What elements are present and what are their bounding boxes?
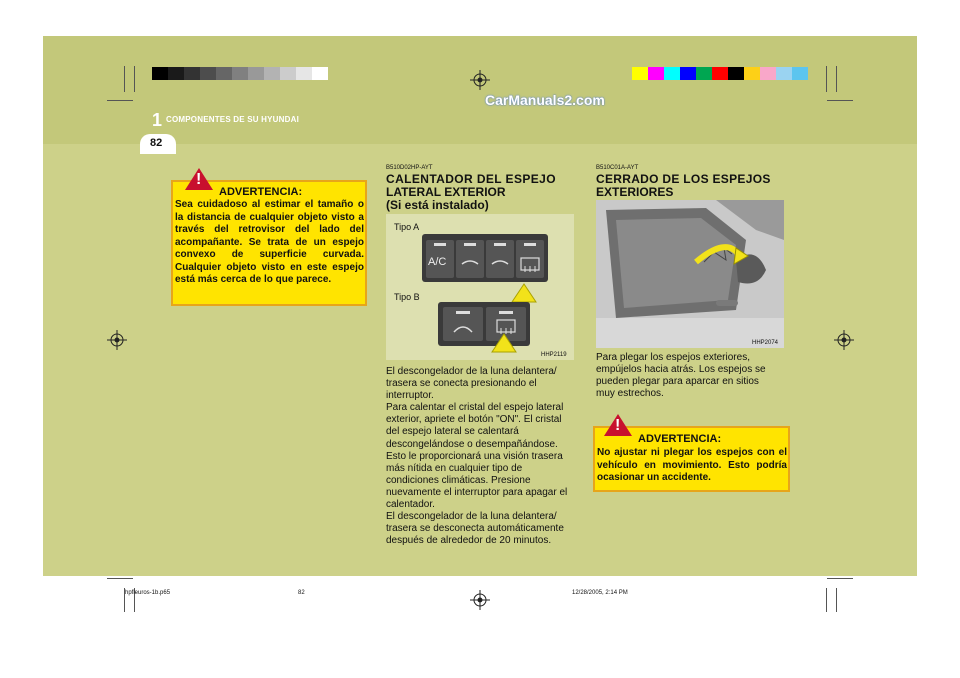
heater-body-text [386, 366, 576, 547]
body-line: Para calentar el cristal del espejo lateral [386, 402, 564, 414]
body-line: El descongelador de la luna delantera/ [386, 511, 557, 523]
exclamation-icon: ! [615, 417, 621, 434]
section-title: CERRADO DE LOS ESPEJOS EXTERIORES [596, 172, 771, 199]
watermark-link[interactable]: CarManuals2.com [485, 92, 605, 108]
body-line: trasera se desconecta automáticamente [386, 523, 564, 535]
exclamation-icon: ! [196, 171, 202, 188]
body-line: interruptor. [386, 390, 434, 402]
gray-swatch [312, 67, 328, 80]
footer-page: 82 [298, 590, 305, 596]
color-swatch [728, 67, 744, 80]
body-line: trasera se conecta presionando el [386, 378, 537, 390]
body-line: pueden plegar para aparcar en sitios [596, 376, 759, 388]
body-line: más nítida en cualquier tipo de [386, 462, 523, 474]
body-line: empújelos hacia atrás. Los espejos se [596, 364, 766, 376]
warning-title: ADVERTENCIA: [219, 186, 303, 198]
chapter-number: 1 [152, 110, 163, 130]
registration-target-icon [470, 590, 490, 610]
color-swatch [696, 67, 712, 80]
gray-swatch [280, 67, 296, 80]
registration-target-icon [107, 330, 127, 350]
gray-swatch [216, 67, 232, 80]
section-code: B510C01A-AYT [596, 165, 639, 171]
color-swatch [680, 67, 696, 80]
gray-calibration-bar [152, 67, 328, 80]
body-line: descongelándose o desempañándose. [386, 438, 558, 450]
body-line: Para plegar los espejos exteriores, [596, 352, 750, 363]
figure-label-type-b: Tipo B [394, 292, 420, 302]
body-line: nuevamente el interruptor para apagar el [386, 486, 568, 498]
body-line: El descongelador de la luna delantera/ [386, 366, 557, 377]
gray-swatch [264, 67, 280, 80]
heater-switch-figure [386, 214, 574, 360]
ac-button-label: A/C [428, 256, 447, 268]
warning-title: ADVERTENCIA: [638, 433, 722, 445]
section-title: CALENTADOR DEL ESPEJO LATERAL EXTERIOR (Si está instalado) [386, 172, 556, 212]
chapter-title: COMPONENTES DE SU HYUNDAI [166, 115, 300, 124]
color-swatch [792, 67, 808, 80]
folding-body-text [596, 352, 786, 400]
page-number: 82 [150, 137, 163, 149]
color-swatch [744, 67, 760, 80]
section-code: B510D02HP-AYT [386, 165, 433, 171]
color-swatch [760, 67, 776, 80]
body-line: muy estrechos. [596, 388, 664, 400]
registration-target-icon [834, 330, 854, 350]
body-line: exterior, apriete el botón "ON". El cristal [386, 414, 562, 426]
color-swatch [648, 67, 664, 80]
mirror-folding-photo [596, 200, 784, 348]
gray-swatch [200, 67, 216, 80]
footer-datetime: 12/28/2005, 2:14 PM [572, 590, 628, 596]
body-line: del espejo lateral se calentará [386, 426, 519, 438]
color-calibration-bar [632, 67, 808, 80]
color-swatch [632, 67, 648, 80]
body-line: Esto le proporcionará una visión trasera [386, 450, 563, 462]
figure-code: HHP2119 [541, 352, 567, 358]
body-line: después de alrededor de 20 minutos. [386, 535, 552, 547]
warning-text: Sea cuidadoso al estimar el tamaño o la distancia de cualquier objeto visto a través del retrovisor del lado del acompañante. Se trata de un espejo convexo de superficie curvada. Cualquier objeto visto en este espejo está más cerca de lo que parece. [175, 199, 364, 285]
gray-swatch [168, 67, 184, 80]
color-swatch [712, 67, 728, 80]
color-swatch [776, 67, 792, 80]
body-line: calentador. [386, 499, 435, 511]
header-band [43, 36, 917, 144]
body-line: condiciones climáticas. Presione [386, 474, 531, 486]
footer-file: hpfleuros-1b.p65 [125, 590, 171, 596]
color-swatch [664, 67, 680, 80]
warning-text: No ajustar ni plegar los espejos con el vehículo en movimiento. Esto podría ocasionar un accidente. [597, 447, 787, 483]
registration-target-icon [470, 70, 490, 90]
gray-swatch [296, 67, 312, 80]
figure-code: HHP2074 [752, 340, 779, 346]
gray-swatch [184, 67, 200, 80]
gray-swatch [152, 67, 168, 80]
gray-swatch [248, 67, 264, 80]
gray-swatch [232, 67, 248, 80]
figure-label-type-a: Tipo A [394, 222, 420, 232]
